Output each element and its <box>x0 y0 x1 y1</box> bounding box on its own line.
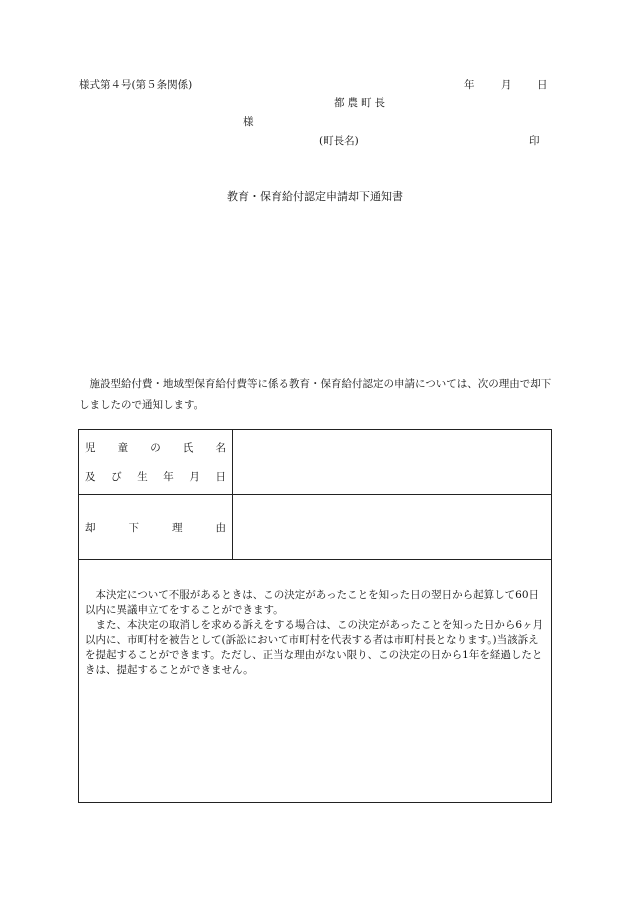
birthdate-label: 及 び 生 年 月 日 <box>85 471 226 483</box>
document-title: 教育・保育給付認定申請却下通知書 <box>227 190 403 203</box>
notice-form-table <box>78 429 552 803</box>
child-name-label: 児 童 の 氏 名 <box>85 442 226 454</box>
date-day-label: 日 <box>537 79 548 91</box>
body-sentence: 施設型給付費・地域型保育給付費等に係る教育・保育給付認定の申請については、次の理由で却下しましたので通知します。 <box>79 378 552 411</box>
addressee: 都農町長 <box>334 97 388 109</box>
notice-row <box>79 560 552 803</box>
child-info-label <box>79 430 233 495</box>
body-text <box>79 374 554 416</box>
child-info-value[interactable] <box>233 430 552 495</box>
date-month-label: 月 <box>501 79 512 91</box>
seal-mark: 印 <box>529 135 540 147</box>
rejection-reason-value[interactable] <box>233 495 552 560</box>
recipient-honorific: 様 <box>243 116 254 128</box>
child-info-row <box>79 430 552 495</box>
mayor-name: (町長名) <box>319 135 359 147</box>
appeal-paragraph-2: また、本決定の取消しを求める訴えをする場合は、この決定があったことを知った日から6ヶ月以内に、市町村を被告として(訴訟において市町村を代表する者は市町村長となります。)当該訴えを提起することができます。ただし、正当な理由がない限り、この決定の日から1年を経過したときは、提起することができません。 <box>85 619 544 676</box>
form-number: 様式第４号(第５条関係) <box>79 79 193 91</box>
date-year-label: 年 <box>464 79 475 91</box>
rejection-reason-label: 却 下 理 由 <box>79 495 233 560</box>
appeal-paragraph-1: 本決定について不服があるときは、この決定があったことを知った日の翌日から起算して60日以内に異議申立てをすることができます。 <box>85 589 540 616</box>
appeal-notice <box>79 560 551 678</box>
appeal-notice-cell <box>79 560 552 803</box>
reason-row <box>79 495 552 560</box>
